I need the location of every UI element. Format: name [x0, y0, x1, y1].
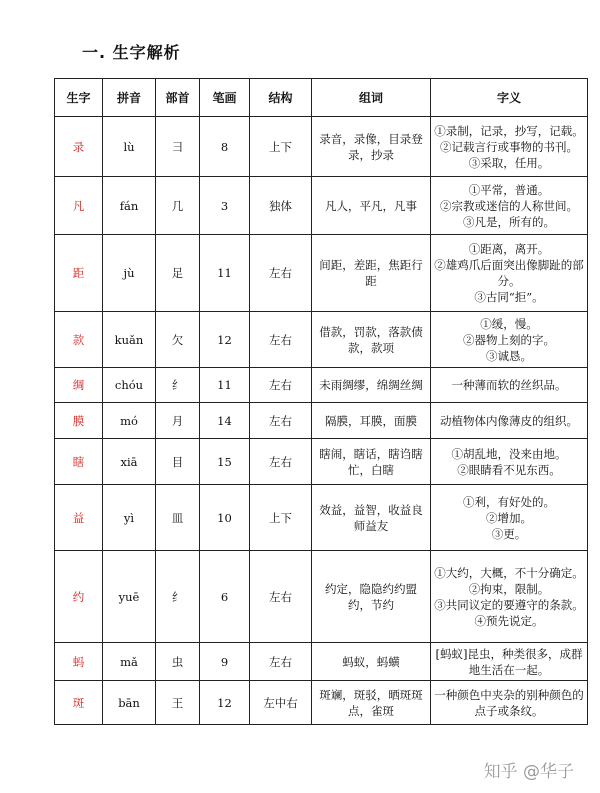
meaning-line: ③古同“拒”。 — [474, 290, 544, 304]
cell-radical: 彐 — [156, 117, 200, 177]
meaning-line: ②雄鸡爪后面突出像脚趾的部分。 — [434, 258, 584, 288]
meaning-line: ③诚恳。 — [486, 348, 532, 363]
meaning-line: ②宗教或迷信的人称世间。 — [440, 198, 578, 213]
cell-radical: 足 — [156, 235, 200, 312]
header-meaning: 字义 — [431, 79, 588, 117]
table-row — [55, 177, 588, 235]
table-row — [55, 117, 588, 177]
cell-words: 借款，罚款，落款债款，款项 — [312, 312, 431, 368]
cell-radical: 纟 — [156, 368, 200, 403]
cell-words: 间距，差距，焦距行距 — [312, 235, 431, 312]
meaning-line: ①平常，普通。 — [468, 182, 550, 197]
watermark-footer: 知乎 @华子 — [483, 762, 574, 782]
cell-meaning — [431, 312, 588, 368]
header-row — [55, 79, 588, 117]
cell-meaning — [431, 681, 588, 725]
cell-words: 未雨绸缪，绵绸丝绸 — [312, 368, 431, 403]
meaning-line: ③凡是，所有的。 — [463, 214, 555, 229]
cell-char: 益 — [55, 485, 103, 551]
cell-radical: 王 — [156, 681, 200, 725]
meaning-line: ②器物上刻的字。 — [463, 332, 555, 347]
meaning-line: ③共同议定的要遵守的条款。 — [434, 597, 584, 612]
cell-char: 绸 — [55, 368, 103, 403]
cell-strokes: 3 — [200, 177, 250, 235]
cell-meaning — [431, 403, 588, 439]
meaning-line: 一种薄而软的丝织品。 — [451, 378, 567, 392]
table-row — [55, 681, 588, 725]
cell-pinyin: chóu — [103, 368, 156, 403]
cell-pinyin: bān — [103, 681, 156, 725]
table-row — [55, 643, 588, 681]
cell-char: 约 — [55, 551, 103, 643]
meaning-line: ①录制，记录，抄写，记载。 — [434, 123, 584, 138]
cell-structure: 独体 — [250, 177, 312, 235]
table-row — [55, 439, 588, 485]
cell-char: 瞎 — [55, 439, 103, 485]
header-char: 生字 — [55, 79, 103, 117]
cell-radical: 欠 — [156, 312, 200, 368]
cell-meaning — [431, 235, 588, 312]
cell-pinyin: yì — [103, 485, 156, 551]
cell-meaning — [431, 439, 588, 485]
cell-char: 蚂 — [55, 643, 103, 681]
cell-pinyin: xiā — [103, 439, 156, 485]
meaning-line: [蚂蚁]昆虫，种类很多，成群地生活在一起。 — [435, 646, 583, 677]
cell-structure: 左右 — [250, 312, 312, 368]
cell-strokes: 12 — [200, 681, 250, 725]
meaning-line: ①缓，慢。 — [480, 316, 538, 331]
cell-words: 斑斓，斑驳，晒斑斑点，雀斑 — [312, 681, 431, 725]
cell-pinyin: mó — [103, 403, 156, 439]
cell-meaning — [431, 368, 588, 403]
cell-structure: 上下 — [250, 117, 312, 177]
cell-structure: 左中右 — [250, 681, 312, 725]
meaning-line: ③更。 — [491, 526, 527, 541]
cell-meaning — [431, 551, 588, 643]
table-row — [55, 551, 588, 643]
cell-char: 凡 — [55, 177, 103, 235]
section-title: 一. 生字解析 — [82, 43, 181, 62]
header-radical: 部首 — [156, 79, 200, 117]
cell-char: 款 — [55, 312, 103, 368]
cell-radical: 月 — [156, 403, 200, 439]
cell-structure: 左右 — [250, 368, 312, 403]
cell-strokes: 11 — [200, 368, 250, 403]
cell-pinyin: fán — [103, 177, 156, 235]
cell-structure: 左右 — [250, 403, 312, 439]
cell-structure: 左右 — [250, 643, 312, 681]
cell-strokes: 9 — [200, 643, 250, 681]
cell-words: 瞎闹，瞎话，瞎诌瞎忙，白瞎 — [312, 439, 431, 485]
cell-strokes: 11 — [200, 235, 250, 312]
header-pinyin: 拼音 — [103, 79, 156, 117]
header-strokes: 笔画 — [200, 79, 250, 117]
cell-char: 录 — [55, 117, 103, 177]
table-row — [55, 312, 588, 368]
table-row — [55, 368, 588, 403]
cell-radical: 几 — [156, 177, 200, 235]
meaning-line: ①大约，大概，不十分确定。 — [434, 565, 584, 580]
cell-words: 隔膜，耳膜，面膜 — [312, 403, 431, 439]
table-row — [55, 403, 588, 439]
meaning-line: ④预先说定。 — [474, 613, 544, 628]
cell-pinyin: lù — [103, 117, 156, 177]
meaning-line: ②增加。 — [486, 510, 532, 525]
header-structure: 结构 — [250, 79, 312, 117]
cell-structure: 左右 — [250, 235, 312, 312]
cell-words: 效益，益智，收益良师益友 — [312, 485, 431, 551]
cell-structure: 左右 — [250, 551, 312, 643]
cell-structure: 上下 — [250, 485, 312, 551]
meaning-line: 动植物体内像薄皮的组织。 — [440, 413, 578, 428]
table-row — [55, 485, 588, 551]
cell-meaning — [431, 485, 588, 551]
cell-radical: 皿 — [156, 485, 200, 551]
meaning-line: 一种颜色中夹杂的别种颜色的点子或条纹。 — [434, 687, 584, 718]
cell-char: 距 — [55, 235, 103, 312]
meaning-line: ③采取，任用。 — [468, 155, 550, 170]
cell-meaning — [431, 117, 588, 177]
meaning-line: ②拘束，限制。 — [468, 581, 550, 596]
cell-strokes: 12 — [200, 312, 250, 368]
cell-words: 凡人，平凡，凡事 — [312, 177, 431, 235]
meaning-line: ①距离，离开。 — [468, 242, 550, 256]
cell-pinyin: jù — [103, 235, 156, 312]
cell-strokes: 15 — [200, 439, 250, 485]
table-row — [55, 235, 588, 312]
cell-radical: 纟 — [156, 551, 200, 643]
cell-meaning — [431, 643, 588, 681]
cell-strokes: 8 — [200, 117, 250, 177]
header-words: 组词 — [312, 79, 431, 117]
character-table — [54, 78, 588, 725]
meaning-line: ②眼睛看不见东西。 — [457, 462, 561, 477]
cell-meaning — [431, 177, 588, 235]
cell-structure: 左右 — [250, 439, 312, 485]
cell-char: 斑 — [55, 681, 103, 725]
meaning-line: ①胡乱地，没来由地。 — [451, 446, 567, 461]
cell-radical: 目 — [156, 439, 200, 485]
meaning-line: ①利，有好处的。 — [463, 494, 555, 509]
cell-words: 约定，隐隐约约盟约，节约 — [312, 551, 431, 643]
cell-char: 膜 — [55, 403, 103, 439]
cell-pinyin: yuē — [103, 551, 156, 643]
cell-strokes: 14 — [200, 403, 250, 439]
meaning-line: ②记载言行或事物的书刊。 — [440, 139, 578, 154]
cell-words: 蚂蚁，蚂蟥 — [312, 643, 431, 681]
cell-words: 录音，录像，目录登录，抄录 — [312, 117, 431, 177]
cell-strokes: 10 — [200, 485, 250, 551]
cell-pinyin: kuǎn — [103, 312, 156, 368]
cell-pinyin: mǎ — [103, 643, 156, 681]
cell-strokes: 6 — [200, 551, 250, 643]
cell-radical: 虫 — [156, 643, 200, 681]
